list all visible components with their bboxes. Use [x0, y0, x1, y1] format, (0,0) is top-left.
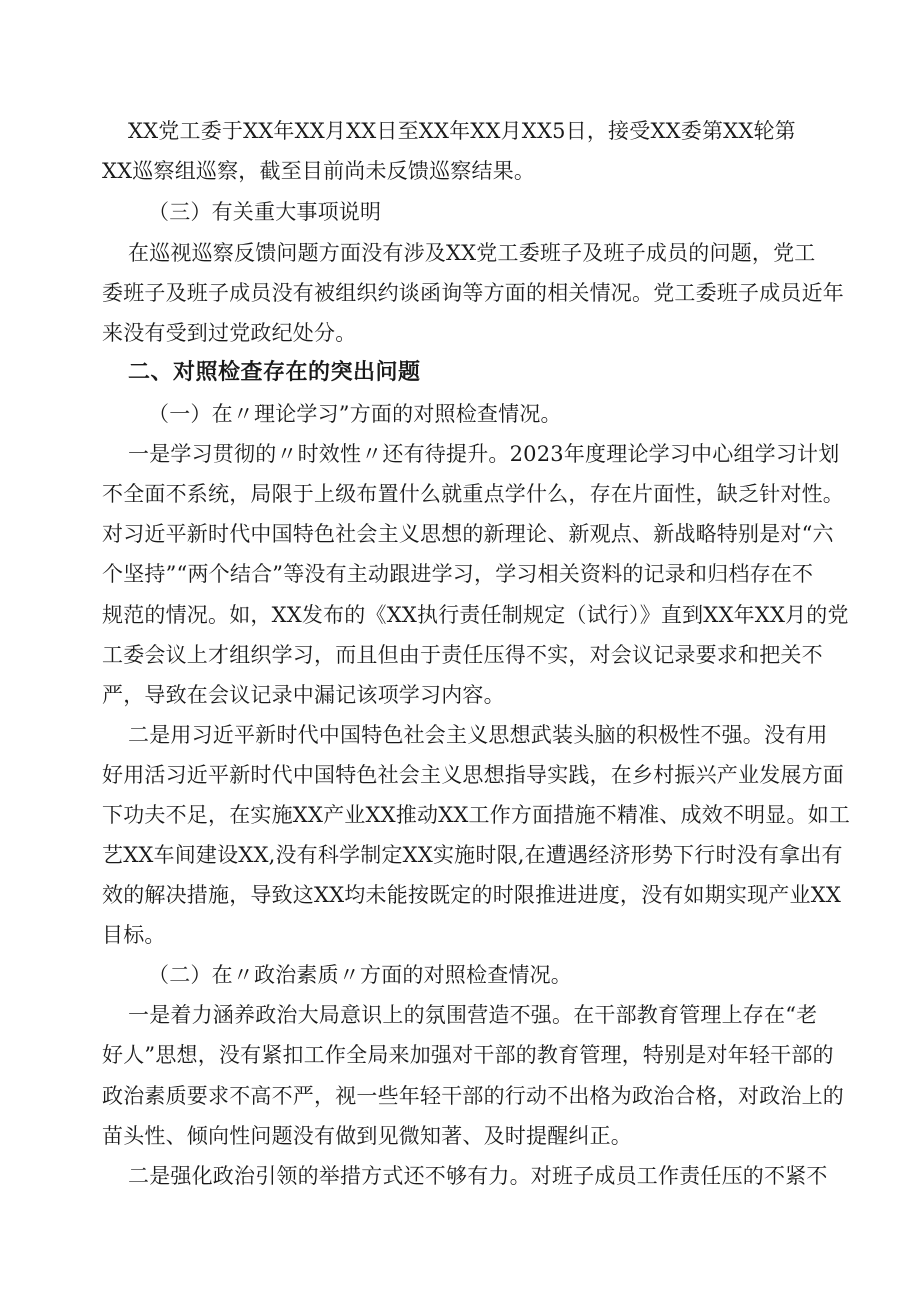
- text-line: 目标。: [102, 923, 166, 947]
- text-line: 苗头性、倾向性问题没有做到见微知著、及时提醒纠正。: [102, 1124, 632, 1148]
- text-line: 个坚持”“两个结合”等没有主动跟进学习，学习相关资料的记录和归档存在不: [102, 562, 814, 586]
- text-line: 效的解决措施，导致这XX均未能按既定的时限推进进度，没有如期实现产业XX: [102, 883, 841, 907]
- text-line: 不全面不系统，局限于上级布置什么就重点学什么，存在片面性，缺乏针对性。: [102, 482, 844, 506]
- text-line: 工委会议上才组织学习，而且但由于责任压得不实，对会议记录要求和把关不: [102, 643, 823, 667]
- text-line: 一是着力涵养政治大局意识上的氛围营造不强。在干部教育管理上存在“老: [128, 1003, 818, 1027]
- section-subheading: （一）在〃理论学习”方面的对照检查情况。: [148, 402, 562, 426]
- text-line: 好用活习近平新时代中国特色社会主义思想指导实践，在乡村振兴产业发展方面: [102, 763, 844, 787]
- text-line: 下功夫不足，在实施XX产业XX推动XX工作方面措施不精准、成效不明显。如工: [102, 803, 851, 827]
- text-line: 政治素质要求不高不严，视一些年轻干部的行动不出格为政治合格，对政治上的: [102, 1084, 844, 1108]
- text-line: 二是强化政治引领的举措方式还不够有力。对班子成员工作责任压的不紧不: [128, 1164, 828, 1188]
- text-line: 委班子及班子成员没有被组织约谈函询等方面的相关情况。党工委班子成员近年: [102, 281, 844, 305]
- text-line: 规范的情况。如，XX发布的《XX执行责任制规定（试行）》直到XX年XX月的党: [102, 603, 849, 627]
- text-line: 在巡视巡察反馈问题方面没有涉及XX党工委班子及班子成员的问题，党工: [128, 241, 816, 265]
- text-line: 艺XX车间建设XX,没有科学制定XX实施时限,在遭遇经济形势下行时没有拿出有: [102, 843, 843, 867]
- text-line: 来没有受到过党政纪处分。: [102, 321, 357, 345]
- text-line: XX党工委于XX年XX月XX日至XX年XX月XX5日，接受XX委第XX轮第: [128, 119, 796, 143]
- text-line: 对习近平新时代中国特色社会主义思想的新理论、新观点、新战略特别是对“六: [102, 522, 834, 546]
- section-subheading: （二）在〃政治素质〃方面的对照检查情况。: [148, 963, 572, 987]
- text-line: 好人”思想，没有紧扣工作全局来加强对干部的教育管理，特别是对年轻干部的: [102, 1043, 834, 1067]
- text-line: 二是用习近平新时代中国特色社会主义思想武装头脑的积极性不强。没有用: [128, 723, 828, 747]
- section-heading: 二、对照检查存在的突出问题: [128, 360, 421, 385]
- text-line: 一是学习贯彻的〃时效性〃还有待提升。2023年度理论学习中心组学习计划: [128, 442, 840, 466]
- section-subheading: （三）有关重大事项说明: [148, 200, 382, 224]
- text-line: 严，导致在会议记录中漏记该项学习内容。: [102, 683, 505, 707]
- text-line: XX巡察组巡察，截至目前尚未反馈巡察结果。: [102, 159, 536, 183]
